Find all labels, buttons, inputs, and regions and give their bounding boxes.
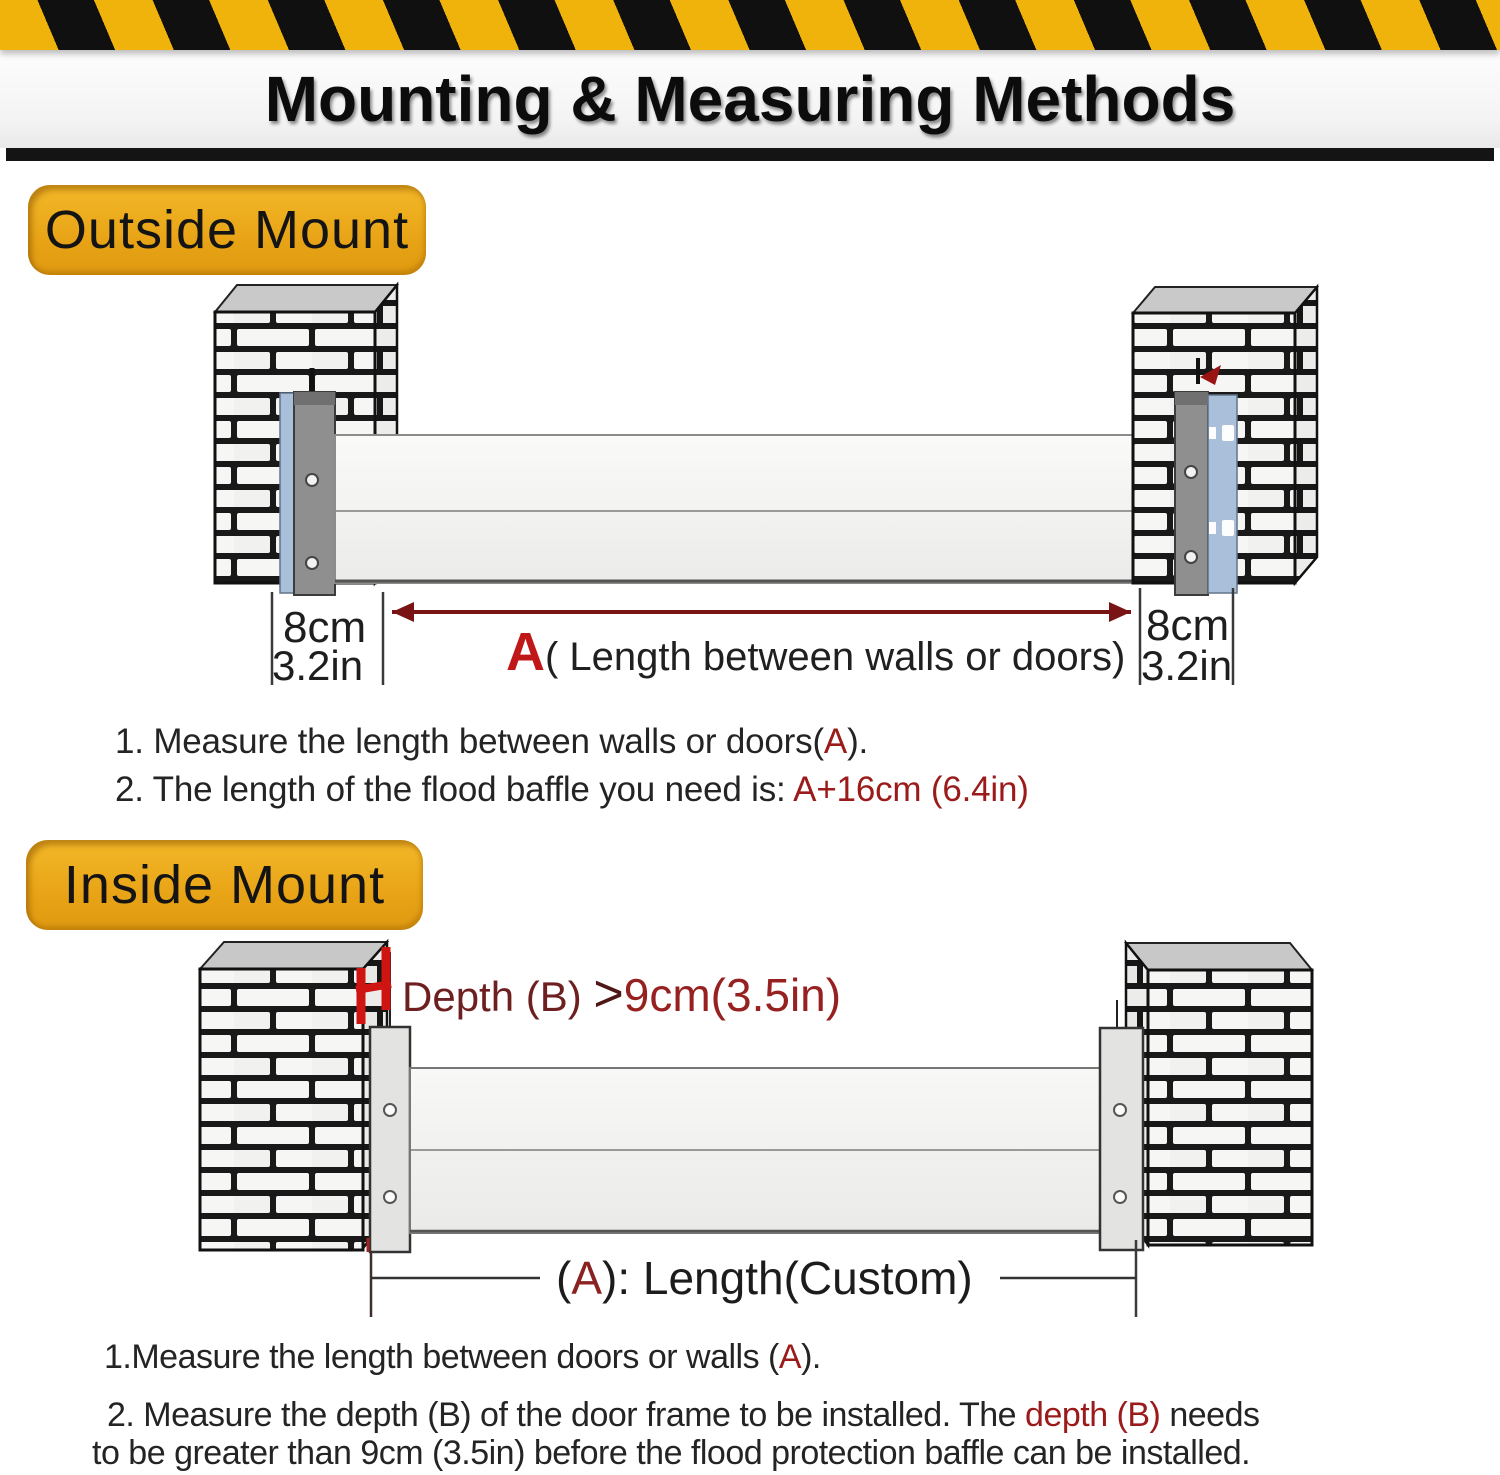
bracket-cap xyxy=(1175,392,1208,405)
screw-hole xyxy=(1185,466,1197,478)
page-title: Mounting & Measuring Methods xyxy=(264,63,1236,135)
flood-baffle-panel xyxy=(335,435,1175,583)
mount-bracket-right xyxy=(1175,365,1237,595)
screw-hole xyxy=(306,474,318,486)
bracket-cap xyxy=(294,392,335,405)
inside-step-2-line2: to be greater than 9cm (3.5in) before the flood protection baffle can be installed. xyxy=(92,1434,1251,1472)
seal-notch xyxy=(1222,425,1234,441)
length-a-label: A( Length between walls or doors) xyxy=(506,622,1126,682)
mount-bracket-left xyxy=(280,392,335,595)
pillar-top-face xyxy=(200,942,387,969)
inside-mount-badge xyxy=(26,840,423,930)
screw-hole xyxy=(1114,1191,1126,1203)
depth-label: Depth (B) >9cm(3.5in) xyxy=(402,965,842,1023)
inside-dimension xyxy=(371,1240,1136,1317)
flood-baffle-panel xyxy=(410,1068,1100,1233)
brick-pillar-right xyxy=(1117,943,1312,1245)
inside-mount-diagram xyxy=(0,940,1500,1330)
inside-step-1: 1.Measure the length between doors or walls (A). xyxy=(104,1338,821,1376)
pillar-top-face xyxy=(215,285,397,312)
title-band xyxy=(0,50,1500,148)
header-divider xyxy=(6,148,1494,161)
inside-mount-badge-label: Inside Mount xyxy=(63,855,386,915)
arrowhead-left-icon xyxy=(392,602,414,622)
outside-dimension xyxy=(272,588,1233,689)
seal-strip xyxy=(280,393,295,593)
outside-step-2: 2. The length of the flood baffle you need is: A+16cm (6.4in) xyxy=(115,770,1029,809)
screw-hole xyxy=(384,1191,396,1203)
left-offset-cm: 8cm xyxy=(283,603,367,652)
right-offset-in: 3.2in xyxy=(1141,642,1233,689)
left-offset-in: 3.2in xyxy=(272,642,364,689)
screw-hole xyxy=(1114,1104,1126,1116)
pillar-top-face xyxy=(1133,287,1317,313)
pillar-top-face xyxy=(1126,943,1312,970)
seal-strip xyxy=(1208,395,1237,593)
pillar-side-face xyxy=(1295,287,1317,583)
outside-mount-badge xyxy=(28,185,426,275)
right-offset-cm: 8cm xyxy=(1146,601,1230,650)
seal-notch xyxy=(1222,520,1234,536)
pillar-front-face xyxy=(1148,970,1312,1245)
outside-mount-badge-label: Outside Mount xyxy=(44,200,410,260)
length-custom-label: (A): Length(Custom) xyxy=(556,1252,973,1304)
bracket-body xyxy=(370,1027,410,1252)
panel-body xyxy=(335,435,1175,583)
outside-step-1: 1. Measure the length between walls or doors(A). xyxy=(115,722,869,761)
screw-hole xyxy=(384,1104,396,1116)
pillar-front-face xyxy=(200,969,363,1250)
outside-mount-diagram xyxy=(0,280,1500,700)
seal-notch xyxy=(1209,427,1216,439)
caution-tape xyxy=(0,0,1500,50)
channel-bracket-right xyxy=(1100,1028,1143,1250)
seal-notch xyxy=(1209,522,1216,534)
channel-bracket-left xyxy=(368,1027,410,1252)
screw-hole xyxy=(1185,551,1197,563)
bracket-body xyxy=(1175,392,1208,595)
arrowhead-right-icon xyxy=(1109,602,1131,622)
screw-hole xyxy=(306,557,318,569)
inside-step-2-line1: 2. Measure the depth (B) of the door frame to be installed. The depth (B) needs xyxy=(107,1396,1260,1434)
bracket-body xyxy=(1100,1028,1143,1250)
